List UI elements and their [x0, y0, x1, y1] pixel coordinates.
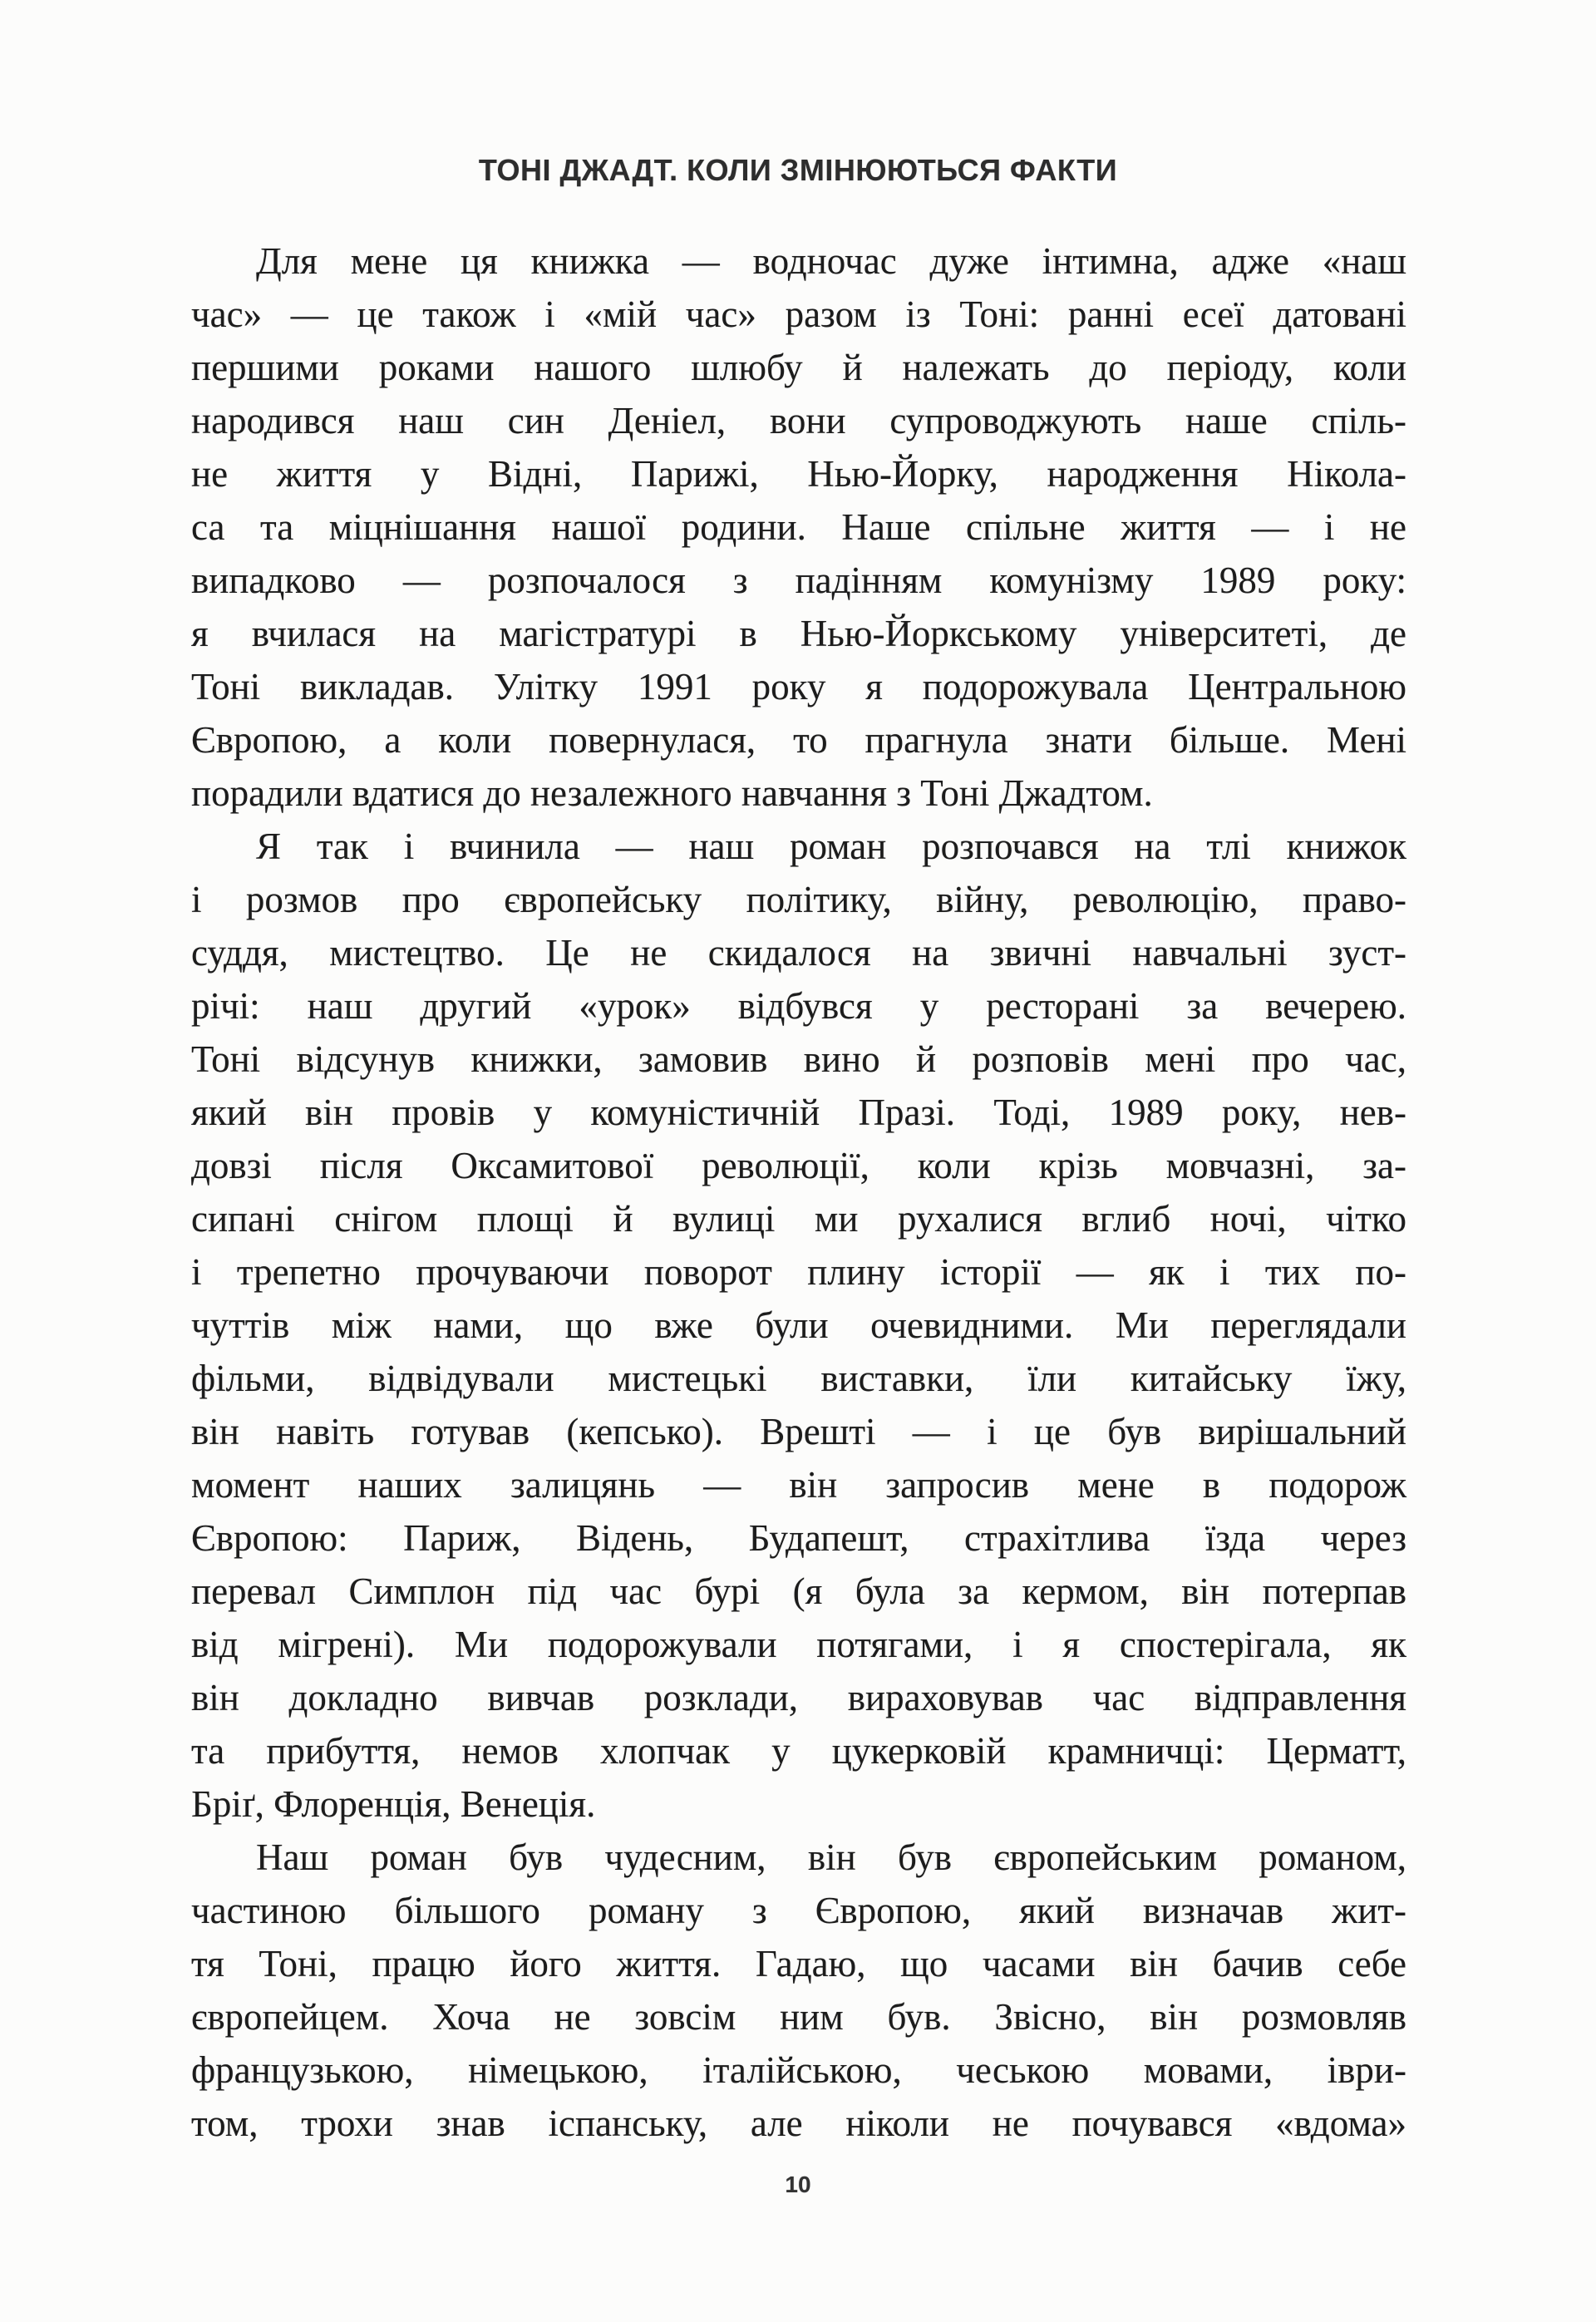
text-line: французькою, німецькою, італійською, чеською мовами, іври- — [191, 2049, 1406, 2091]
text-line: довзі після Оксамитової революції, коли крізь мовчазні, за- — [191, 1145, 1406, 1186]
text-line: момент наших залицянь — він запросив мене в подорож — [191, 1464, 1406, 1506]
text-line: Тоні відсунув книжки, замовив вино й розповів мені про час, — [191, 1038, 1406, 1080]
text-line: Європою: Париж, Відень, Будапешт, страхітлива їзда через — [191, 1517, 1406, 1559]
text-line: він навіть готував (кепсько). Врешті — і це був вирішальний — [191, 1411, 1406, 1452]
text-line: суддя, мистецтво. Це не скидалося на звичні навчальні зуст- — [191, 932, 1406, 974]
text-line: та прибуття, немов хлопчак у цукерковій крамничці: Церматт, — [191, 1730, 1406, 1772]
text-line: перевал Симплон під час бурі (я була за кермом, він потерпав — [191, 1570, 1406, 1612]
text-line: не життя у Відні, Парижі, Нью-Йорку, народження Нікола- — [191, 453, 1406, 495]
text-line: і розмов про європейську політику, війну, революцію, право- — [191, 879, 1406, 920]
text-line: який він провів у комуністичній Празі. Тоді, 1989 року, нев- — [191, 1092, 1406, 1133]
text-line: Європою, а коли повернулася, то прагнула знати більше. Мені — [191, 719, 1406, 761]
text-line: са та міцнішання нашої родини. Наше спільне життя — і не — [191, 506, 1406, 548]
text-line: і трепетно прочуваючи поворот плину історії — як і тих по- — [191, 1251, 1406, 1293]
text-line: чуттів між нами, що вже були очевидними. Ми переглядали — [191, 1304, 1406, 1346]
text-line: тя Тоні, працю його життя. Гадаю, що часами він бачив себе — [191, 1943, 1406, 1984]
text-line: порадили вдатися до незалежного навчання з Тоні Джадтом. — [191, 772, 1153, 814]
paragraph-1 — [191, 234, 1406, 820]
text-line: випадково — розпочалося з падінням комунізму 1989 року: — [191, 560, 1406, 601]
text-line: він докладно вивчав розклади, вираховував час відправлення — [191, 1677, 1406, 1718]
paragraph-2 — [191, 820, 1406, 1831]
text-line: від мігрені). Ми подорожували потягами, і я спостерігала, як — [191, 1624, 1406, 1665]
text-line: час» — це також і «мій час» разом із Тоні: ранні есеї датовані — [191, 293, 1406, 335]
text-line: першими роками нашого шлюбу й належать до періоду, коли — [191, 347, 1406, 388]
page-number: 10 — [785, 2172, 811, 2197]
text-line: європейцем. Хоча не зовсім ним був. Звісно, він розмовляв — [191, 1996, 1406, 2038]
text-line: річі: наш другий «урок» відбувся у ресторані за вечерею. — [191, 985, 1406, 1027]
text-line: Тоні викладав. Улітку 1991 року я подорожувала Центральною — [191, 666, 1406, 707]
text-line: сипані снігом площі й вулиці ми рухалися вглиб ночі, чітко — [191, 1198, 1406, 1240]
text-line: народився наш син Деніел, вони супроводжують наше спіль- — [191, 400, 1406, 441]
text-line: Бріґ, Флоренція, Венеція. — [191, 1783, 596, 1825]
text-line: том, трохи знав іспанську, але ніколи не почувався «вдома» — [191, 2103, 1406, 2144]
running-head: ТОНІ ДЖАДТ. КОЛИ ЗМІНЮЮТЬСЯ ФАКТИ — [478, 153, 1118, 187]
text-line: я вчилася на магістратурі в Нью-Йоркському університеті, де — [191, 613, 1406, 654]
text-line: частиною більшого роману з Європою, який визначав жит- — [191, 1890, 1406, 1931]
text-line: Наш роман був чудесним, він був європейським романом, — [256, 1836, 1406, 1878]
text-line: фільми, відвідували мистецькі виставки, їли китайську їжу, — [191, 1358, 1406, 1399]
paragraph-3 — [191, 1831, 1406, 2150]
body-text — [191, 234, 1406, 2150]
text-line: Для мене ця книжка — водночас дуже інтимна, адже «наш — [256, 240, 1406, 282]
text-line: Я так і вчинила — наш роман розпочався на тлі книжок — [256, 826, 1406, 867]
